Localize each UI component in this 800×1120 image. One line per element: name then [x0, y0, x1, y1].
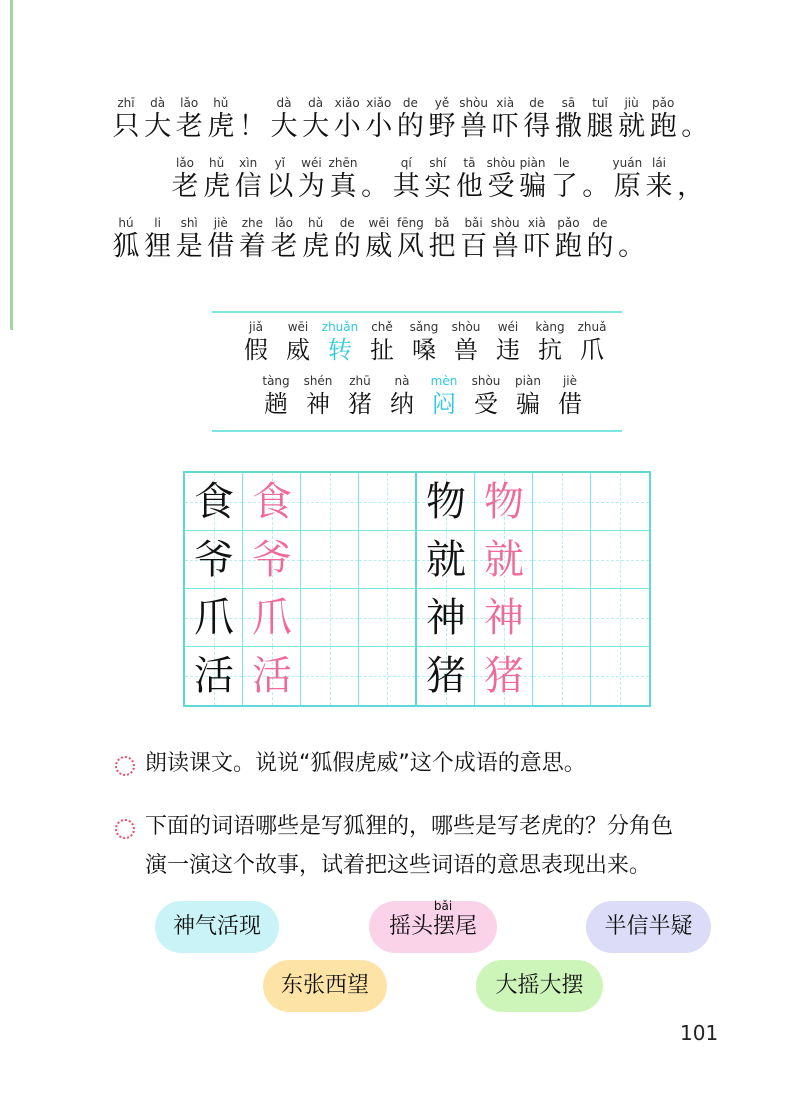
- pinyin: shì: [180, 216, 198, 230]
- trace-character: 爷: [252, 537, 292, 583]
- hanzi: 趟: [264, 390, 288, 418]
- hanzi: 他: [455, 171, 483, 202]
- word-chip-2: [369, 901, 497, 953]
- grid-cell: [185, 473, 243, 531]
- pinyin: tuǐ: [592, 96, 608, 110]
- grid-cell: [359, 473, 417, 531]
- exercise-bullet-1: [115, 756, 135, 776]
- pinyin: de: [592, 216, 608, 230]
- passage-line-3: [0, 215, 800, 275]
- new-character: [464, 373, 508, 419]
- pinyin: lǎo: [274, 216, 294, 230]
- word-chip-5: [476, 960, 603, 1012]
- grid-cell: [185, 589, 243, 647]
- hanzi: 扯: [370, 336, 394, 364]
- grid-cell: [359, 531, 417, 589]
- hanzi: 百: [460, 231, 488, 262]
- grid-cell: [591, 647, 649, 705]
- pinyin: yě: [434, 96, 450, 110]
- pinyin: dà: [276, 96, 292, 110]
- hanzi: 撒: [554, 111, 582, 142]
- pinyin: xiǎo: [366, 96, 392, 110]
- hanzi: 违: [496, 336, 520, 364]
- exercise-bullet-2: [115, 819, 135, 839]
- new-character: [380, 373, 424, 419]
- hanzi: 骗: [519, 171, 547, 202]
- pinyin: bǎ: [434, 216, 450, 230]
- hanzi: 野: [428, 111, 456, 142]
- trace-character: 神: [484, 595, 524, 641]
- pinyin: xià: [527, 216, 546, 230]
- hanzi: 小: [333, 111, 361, 142]
- hanzi: 把: [428, 231, 456, 262]
- pinyin: shòu: [490, 216, 520, 230]
- pinyin: hú: [118, 216, 134, 230]
- hanzi: 假: [244, 336, 268, 364]
- hanzi: 吓: [523, 231, 551, 262]
- new-character: [528, 319, 572, 365]
- hanzi: 小: [365, 111, 393, 142]
- word-chip-5-text: 大摇大摆: [495, 973, 584, 998]
- grid-cell: [301, 647, 359, 705]
- hanzi: ，: [677, 171, 705, 202]
- pinyin: lái: [651, 156, 667, 170]
- hanzi: 抗: [538, 336, 562, 364]
- word-chip-1: [155, 901, 279, 953]
- pinyin: dà: [150, 96, 166, 110]
- word-chip-4: [263, 960, 387, 1012]
- pinyin: wéi: [301, 156, 322, 170]
- model-character: 物: [426, 479, 466, 525]
- hanzi: 兽: [491, 231, 519, 262]
- new-character: [318, 319, 362, 365]
- hanzi: 借: [558, 390, 582, 418]
- grid-cell: [475, 589, 533, 647]
- hanzi: 原: [613, 171, 641, 202]
- hanzi: 。: [618, 231, 646, 262]
- pinyin: shòu: [451, 320, 481, 334]
- model-character: 神: [426, 595, 466, 641]
- model-character: 活: [194, 653, 234, 699]
- hanzi: 神: [306, 390, 330, 418]
- pinyin: wéi: [497, 320, 519, 334]
- pinyin: nà: [394, 374, 410, 388]
- grid-cell: [591, 473, 649, 531]
- pinyin: yǐ: [274, 156, 286, 170]
- pinyin: [676, 95, 714, 111]
- writing-grid: [183, 471, 651, 707]
- pinyin: shòu: [486, 156, 516, 170]
- grid-cell: [533, 531, 591, 589]
- passage-line-2: [0, 155, 800, 215]
- hanzi: 以: [266, 171, 294, 202]
- pinyin: jiù: [624, 96, 639, 110]
- hanzi: 。: [361, 171, 389, 202]
- hanzi: 。: [681, 111, 709, 142]
- grid-cell: [475, 473, 533, 531]
- hanzi: 兽: [454, 336, 478, 364]
- grid-cell: [533, 589, 591, 647]
- pinyin: zhuǎ: [577, 320, 607, 334]
- model-character: 食: [194, 479, 234, 525]
- hanzi: 骗: [516, 390, 540, 418]
- new-character: [234, 319, 278, 365]
- new-character: [360, 319, 404, 365]
- pinyin: xià: [496, 96, 515, 110]
- model-character: 就: [426, 537, 466, 583]
- hanzi: 爪: [580, 336, 604, 364]
- hanzi: 大: [270, 111, 298, 142]
- passage-char: [676, 95, 714, 143]
- pinyin: de: [529, 96, 545, 110]
- pinyin: tā: [463, 156, 476, 170]
- model-character: 爪: [194, 595, 234, 641]
- pinyin: jiǎ: [248, 320, 264, 334]
- hanzi: 老: [175, 111, 203, 142]
- pinyin: pǎo: [652, 96, 675, 110]
- grid-cell: [417, 589, 475, 647]
- hanzi: 。: [582, 171, 610, 202]
- hanzi: 受: [474, 390, 498, 418]
- pinyin: xìn: [239, 156, 258, 170]
- grid-cell: [301, 531, 359, 589]
- pinyin: qí: [400, 156, 412, 170]
- grid-cell: [359, 589, 417, 647]
- new-character: [254, 373, 298, 419]
- grid-cell: [475, 531, 533, 589]
- pinyin: yuán: [612, 156, 643, 170]
- hanzi: 老: [270, 231, 298, 262]
- pinyin: hǔ: [208, 156, 225, 170]
- hanzi: 借: [207, 231, 235, 262]
- hanzi: ！: [238, 111, 266, 142]
- pinyin: de: [402, 96, 418, 110]
- pinyin: li: [154, 216, 161, 230]
- grid-cell: [185, 531, 243, 589]
- grid-cell: [591, 531, 649, 589]
- hanzi: 威: [365, 231, 393, 262]
- hanzi: 大: [302, 111, 330, 142]
- new-character: [548, 373, 592, 419]
- trace-character: 食: [252, 479, 292, 525]
- exercise-1: 朗读课文。说说“狐假虎威”这个成语的意思。: [145, 751, 586, 776]
- pinyin: lǎo: [180, 96, 199, 110]
- hanzi: 嗓: [412, 336, 436, 364]
- hanzi: 纳: [390, 390, 414, 418]
- hanzi: 就: [618, 111, 646, 142]
- word-chip-1-text: 神气活现: [172, 914, 261, 939]
- hanzi: 老: [171, 171, 199, 202]
- hanzi: 虎: [207, 111, 235, 142]
- pinyin: zhū: [349, 374, 371, 388]
- model-character: 爷: [194, 537, 234, 583]
- pinyin: zhēn: [328, 156, 358, 170]
- new-character: [570, 319, 614, 365]
- grid-cell: [359, 647, 417, 705]
- pinyin: chě: [371, 320, 393, 334]
- hanzi: 狸: [144, 231, 172, 262]
- exercise-2-line-2: 演一演这个故事，试着把这些词语的意思表现出来。: [145, 853, 652, 878]
- grid-cell: [243, 589, 301, 647]
- pinyin: wēi: [287, 320, 309, 334]
- hanzi: 来: [645, 171, 673, 202]
- hanzi: 只: [112, 111, 140, 142]
- pinyin: shòu: [471, 374, 501, 388]
- grid-cell: [243, 473, 301, 531]
- hanzi: 狐: [112, 231, 140, 262]
- pinyin: hǔ: [213, 96, 229, 110]
- hanzi: 闷: [432, 390, 456, 418]
- grid-cell: [417, 531, 475, 589]
- pinyin: lǎo: [175, 156, 195, 170]
- word-chip-2-text: 摇头摆尾: [388, 914, 477, 939]
- grid-cell: [301, 473, 359, 531]
- hanzi: 转: [328, 336, 352, 364]
- hanzi: 实: [424, 171, 452, 202]
- grid-cell: [591, 589, 649, 647]
- hanzi: 猪: [348, 390, 372, 418]
- trace-character: 物: [484, 479, 524, 525]
- hanzi: 为: [297, 171, 325, 202]
- hanzi: 威: [286, 336, 310, 364]
- hanzi: 着: [238, 231, 266, 262]
- hanzi: 的: [586, 231, 614, 262]
- new-character: [486, 319, 530, 365]
- grid-cell: [475, 647, 533, 705]
- pinyin: bǎi: [464, 216, 483, 230]
- hanzi: 虎: [302, 231, 330, 262]
- hanzi: 跑: [649, 111, 677, 142]
- new-characters-box: [212, 311, 622, 432]
- hanzi: 大: [144, 111, 172, 142]
- hanzi: 风: [396, 231, 424, 262]
- pinyin: kàng: [535, 320, 565, 334]
- pinyin: xiǎo: [334, 96, 360, 110]
- pinyin: piàn: [515, 374, 541, 388]
- grid-cell: [533, 473, 591, 531]
- word-chip-3-text: 半信半疑: [604, 914, 693, 939]
- pinyin: mèn: [430, 374, 458, 388]
- new-character: [276, 319, 320, 365]
- hanzi: 真: [329, 171, 357, 202]
- new-character: [506, 373, 550, 419]
- grid-cell: [243, 647, 301, 705]
- word-chip-4-text: 东张西望: [280, 973, 369, 998]
- new-character: [296, 373, 340, 419]
- pinyin: jiè: [562, 374, 578, 388]
- pinyin: shòu: [459, 96, 488, 110]
- pinyin: le: [558, 156, 570, 170]
- trace-character: 猪: [484, 653, 524, 699]
- new-character: [338, 373, 382, 419]
- pinyin: hǔ: [307, 216, 324, 230]
- pinyin: dà: [308, 96, 324, 110]
- model-character: 猪: [426, 653, 466, 699]
- grid-cell: [301, 589, 359, 647]
- hanzi: 腿: [586, 111, 614, 142]
- pinyin: jiè: [213, 216, 228, 230]
- hanzi: 虎: [203, 171, 231, 202]
- grid-cell: [417, 647, 475, 705]
- hanzi: 是: [175, 231, 203, 262]
- hanzi: 受: [487, 171, 515, 202]
- new-character: [444, 319, 488, 365]
- page-number: 101: [680, 1021, 719, 1045]
- pinyin: pǎo: [557, 216, 580, 230]
- grid-cell: [243, 531, 301, 589]
- pinyin: zhī: [117, 96, 135, 110]
- pinyin: sā: [561, 96, 576, 110]
- pinyin: shí: [429, 156, 447, 170]
- pinyin: tàng: [262, 374, 290, 388]
- grid-cell: [533, 647, 591, 705]
- trace-character: 爪: [252, 595, 292, 641]
- pinyin: wēi: [368, 216, 390, 230]
- pinyin: fēng: [396, 216, 424, 230]
- hanzi: 了: [550, 171, 578, 202]
- pinyin: [672, 155, 710, 171]
- pinyin: piàn: [519, 156, 546, 170]
- hanzi: 跑: [554, 231, 582, 262]
- hanzi: 的: [396, 111, 424, 142]
- word-chip-3: [586, 901, 711, 953]
- hanzi: 吓: [491, 111, 519, 142]
- passage-char: [672, 155, 710, 203]
- hanzi: 兽: [460, 111, 488, 142]
- trace-character: 活: [252, 653, 292, 699]
- hanzi: 的: [333, 231, 361, 262]
- word-chip-2-pinyin: bǎi: [433, 899, 453, 913]
- pinyin: zhe: [241, 216, 264, 230]
- pinyin: sǎng: [409, 320, 439, 334]
- passage-line-1: [0, 95, 800, 155]
- new-character: [402, 319, 446, 365]
- hanzi: 信: [234, 171, 262, 202]
- exercise-2-line-1: 下面的词语哪些是写狐狸的，哪些是写老虎的？分角色: [145, 814, 674, 839]
- hanzi: 得: [523, 111, 551, 142]
- pinyin: shén: [303, 374, 333, 388]
- grid-cell: [417, 473, 475, 531]
- hanzi: 其: [392, 171, 420, 202]
- pinyin: [613, 215, 651, 231]
- pinyin: zhuǎn: [321, 320, 359, 334]
- grid-cell: [185, 647, 243, 705]
- passage-char: [613, 215, 651, 263]
- new-character: [422, 373, 466, 419]
- pinyin: de: [339, 216, 355, 230]
- trace-character: 就: [484, 537, 524, 583]
